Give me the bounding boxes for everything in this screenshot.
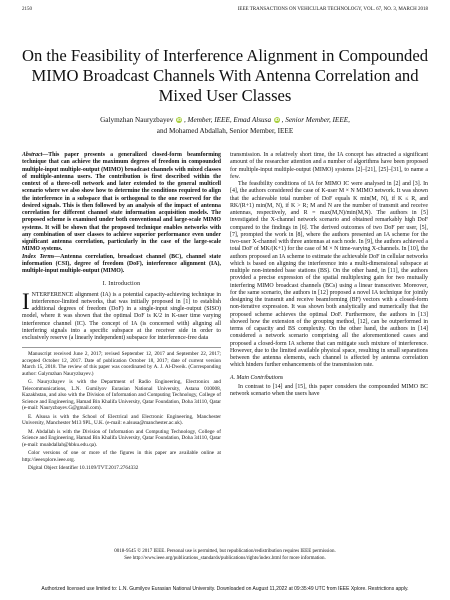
footnote: E. Alsusa is with the School of Electrical and Electronic Engineering, Manchester University, Manchester M13 9PL, U.K. (e-mail: e.alsusa@manchester.ac.uk). bbox=[22, 413, 221, 427]
author-affil: , Senior Member, IEEE, bbox=[281, 116, 350, 124]
orcid-icon[interactable]: iD bbox=[176, 117, 182, 123]
footnote: G. Nauryzbayev is with the Department of Radio Engineering, Electronics and Telecommunications, L.N. Gumilyov Eurasian National University, Astana 010008, Kazakhstan, and also with the Division of Information and Computing Technology, College of Science and Engineering, Hamad Bin Khalifa University, Qatar Foundation, Doha 34110, Qatar (e-mail: Nauryzbayev.G@gmail.com). bbox=[22, 379, 221, 412]
paper-title: On the Feasibility of Interference Alignment in Compounded MIMO Broadcast Channels With Antenna Correlation and Mixed User Classes bbox=[22, 46, 428, 105]
intro-text: NTERFERENCE alignment (IA) is a potential capacity-achieving technique in interference-limited networks, that was initially proposed in [1] to establish additional degrees of freedom (DoF) in a single-input single-output (SISO) model, where it was shown that the optimal DoF is K/2 in K-user time varying interference channel (IC). The concept of IA (is concerned with) aligning all interfering signals into a specific subspace at the receiver side in order to exclusively reserve (a linearly independent) subspace for interference-free data bbox=[22, 291, 221, 341]
abstract-label: Abstract bbox=[22, 152, 43, 158]
footnote: Color versions of one or more of the figures in this paper are available online at http://ieeexplore.ieee.org. bbox=[22, 450, 221, 463]
footnote: Digital Object Identifier 10.1109/TVT.2017.2764332 bbox=[28, 465, 139, 472]
footnotes bbox=[22, 347, 221, 472]
copyright-footer bbox=[22, 549, 428, 562]
right-column bbox=[230, 152, 428, 398]
intro-paragraph bbox=[22, 288, 221, 343]
author-list bbox=[30, 115, 420, 137]
author-line-1 bbox=[30, 115, 420, 126]
download-stamp: Authorized licensed use limited to: L.N. Gumilyov Eurasian National University. Downloaded on August 11,2022 at 09:35:49 UTC from IEEE Xplore. Restrictions apply. bbox=[41, 586, 409, 592]
left-column bbox=[22, 152, 221, 474]
author-name: Galymzhan Nauryzbayev bbox=[100, 116, 174, 124]
rights-link[interactable]: See http://www.ieee.org/publications_standards/publications/rights/index.html for more information. bbox=[124, 555, 326, 561]
running-header bbox=[22, 7, 428, 17]
section-heading: I. Introduction bbox=[102, 281, 141, 288]
footnote: Manuscript received June 2, 2017; revised September 12, 2017 and September 22, 2017; accepted October 12, 2017. Date of publication October 18, 2017; date of current version March 15, 2018. The review of this paper was coordinated by A. J. Al-Dweik. (Corresponding author: Galymzhan Nauryzbayev.) bbox=[22, 351, 221, 377]
footnote: M. Abdallah is with the Division of Information and Computing Technology, College of Science and Engineering, Hamad Bin Khalifa University, Qatar Foundation, Doha 34110, Qatar (e-mail: moabdallah@hbku.edu.qa). bbox=[22, 428, 221, 448]
journal-name: IEEE TRANSACTIONS ON VEHICULAR TECHNOLOGY, VOL. 67, NO. 3, MARCH 2018 bbox=[237, 7, 428, 12]
index-terms-label: Index Terms bbox=[22, 253, 55, 260]
body-paragraph: In contrast to [14] and [15], this paper considers the compounded MIMO BC network scenario when the users have bbox=[230, 383, 428, 397]
author-affil: , Member, IEEE, Emad Alsusa bbox=[183, 116, 272, 124]
drop-cap: I bbox=[22, 288, 30, 314]
body-paragraph: transmission. In a relatively short time, the IA concept has attracted a significant amount of the researcher attention and a number of algorithms have been proposed for multiple-input multiple-output (MIMO) systems [2]–[21], [25]–[31], to name a few. bbox=[230, 152, 428, 180]
body-paragraph: The feasibility conditions of IA for MIMO IC were analysed in [2] and [3]. In [4], the authors considered the case of K-user M × N MIMO network. It was shown that the achievable total number of DoF equals K min(M, N), if K ≤ R, and RK/(R+1) min(M, N), if K > R; M and N are the number of transmit and receive antennas, respectively, and R = max(M,N)/min(M,N). The authors in [5] investigated the X-channel network scenario and obtained remarkably high DoF compared to the findings in [6]. The derived outcomes of two DoF per user, [5], [7], prompted the work in [8], where the authors presented an IA scheme for the two-user X-channel with three antennas at each node. In [9], the authors achieved a total DoF of MK/(K+1) for the case of M × N time-varying X-channels. In [10], the authors proposed an IA scheme to estimate the achievable DoF in cellular networks which is based on aligning the interference into a multi-dimensional subspace at multiple non-intended base stations (BS). On the other hand, in [11], the authors provided a precise expression of the spatial multiplexing gain for two mutually interfering MIMO broadcast channels (BCs) using a linear transceiver. Moreover, for the same scenario, the authors in [12] proposed a novel IA technique for jointly designing the transmit and receive beamforming (BF) vectors with a closed-form non-iterative expression. It was shown both analytically and numerically that the proposed scheme achieves the optimal DoF. Furthermore, the authors in [13] showed how the extension of the grouping method, [12], can be outperformed in terms of capacity and BS complexity. On the other hand, the authors in [14] considered a network scenario comprising all the aforementioned cases and proposed a closed-form IA scheme that can mitigate such mixture of interference. However, due to the limited available physical space, resulting in small separations between the antenna elements, each channel is affected by antenna correlation which hinders further enhancements of the transmission rate. bbox=[230, 181, 428, 369]
abstract-text: —This paper presents a generalized closed-form beamforming technique that can achieve the maximum degrees of freedom in compounded multiple-input multiple-output (MIMO) broadcast channels with mixed classes of multiple-antenna users. The contribution is first described within the context of a three-cell network and later extended to the general multicell scenario where we also show how to determine the conditions required to align the interference in a subspace that is orthogonal to the one reserved for the desired signals. This is then followed by an analysis of the impact of antenna correlation for different channel state information acquisition models. The proposed scheme is examined under both conventional and large-scale MIMO systems. It will be shown that the proposed technique enables networks with any combination of user classes to achieve superior performance even under significant antenna correlation, particularly in the case of the large-scale MIMO systems. bbox=[22, 152, 221, 253]
copyright-line: 0018-9545 © 2017 IEEE. Personal use is permitted, but republication/redistribution requires IEEE permission. bbox=[114, 549, 336, 554]
index-terms-text: —Antenna correlation, broadcast channel (BC), channel state information (CSI), degree of freedom (DoF), interference alignment (IA), multiple-input multiple-output (MIMO). bbox=[22, 253, 221, 274]
page-number: 2150 bbox=[22, 7, 32, 12]
author-line-2: and Mohamed Abdallah, Senior Member, IEEE bbox=[156, 127, 294, 135]
orcid-icon[interactable]: iD bbox=[274, 117, 280, 123]
abstract bbox=[22, 152, 221, 254]
index-terms bbox=[22, 254, 221, 276]
subsection-heading: A. Main Contributions bbox=[230, 374, 284, 381]
